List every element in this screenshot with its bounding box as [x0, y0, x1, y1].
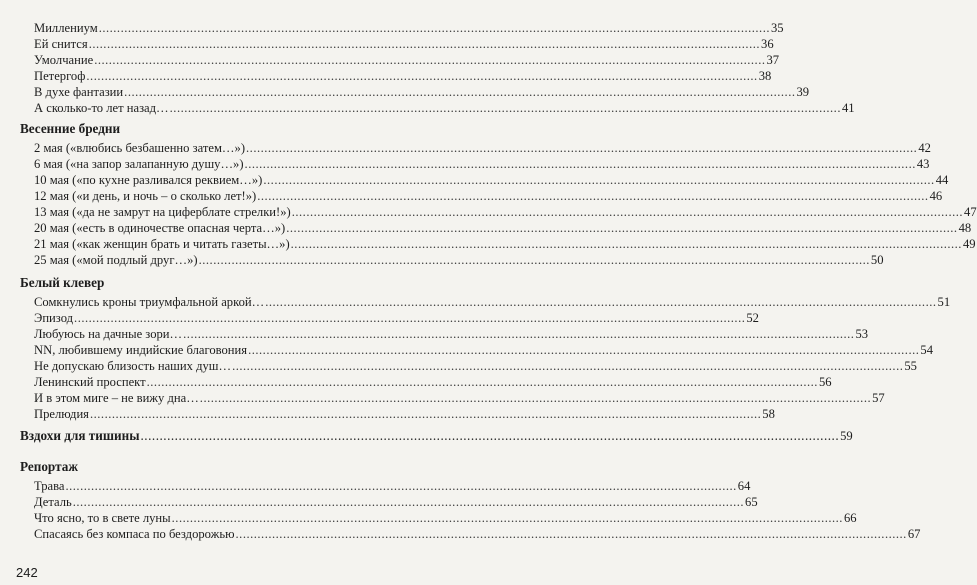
- toc-entry-title: Что ясно, то в свете луны: [34, 511, 171, 525]
- dot-leader: [90, 406, 761, 422]
- toc-entry-page: 64: [737, 479, 751, 493]
- toc-entry: [34, 406, 775, 422]
- toc-entry: [34, 510, 857, 526]
- dot-leader: [170, 100, 841, 116]
- toc-entry-title: 20 мая («есть в одиночестве опасная черта…»): [34, 221, 286, 235]
- toc-entry-page: 42: [918, 141, 931, 155]
- toc-entry-title: Эпизод: [34, 311, 74, 325]
- toc-entry-title: 2 мая («влюбись безбашенно затем…»): [34, 141, 246, 155]
- toc-entry-page: 39: [796, 85, 810, 99]
- toc-entry-title: А сколько-то лет назад…: [34, 101, 169, 115]
- dot-leader: [94, 52, 765, 68]
- section-heading: Белый клевер: [20, 275, 105, 290]
- toc-entry: [34, 358, 917, 374]
- toc-entry: [34, 140, 931, 156]
- section-heading: Репортаж: [20, 459, 78, 474]
- dot-leader: [99, 20, 770, 36]
- toc-entry-title: В духе фантазии: [34, 85, 124, 99]
- toc-entry: [34, 220, 972, 236]
- dot-leader: [89, 36, 760, 52]
- toc-entry-title: 13 мая («да не замрут на циферблате стрелки!»): [34, 205, 291, 219]
- toc-entry: [34, 294, 951, 310]
- toc-entry-title: Миллениум: [34, 21, 98, 35]
- toc-entry-title: И в этом миге – не вижу дна…: [34, 391, 199, 405]
- dot-leader: [236, 526, 907, 542]
- dot-leader: [147, 374, 818, 390]
- toc-entry-title: Трава: [34, 479, 65, 493]
- toc-entry: [34, 390, 885, 406]
- toc-entry-page: 59: [840, 429, 853, 443]
- toc-entry-page: 54: [920, 343, 933, 357]
- dot-leader: [183, 326, 854, 342]
- toc-entry-title: Деталь: [34, 495, 72, 509]
- toc-entry-title: 6 мая («на запор залапанную душу…»): [34, 157, 244, 171]
- dot-leader: [246, 140, 917, 156]
- toc-entry-page: 49: [962, 237, 976, 251]
- dot-leader: [265, 294, 936, 310]
- dot-leader: [292, 204, 963, 220]
- toc-entry-title: Прелюдия: [34, 407, 89, 421]
- toc-entry-page: 41: [841, 101, 855, 115]
- dot-leader: [86, 68, 757, 84]
- toc-entry: [34, 342, 933, 358]
- toc-entry-title: Сомкнулись кроны триумфальной аркой…: [34, 295, 265, 309]
- toc-entry-page: 47: [964, 205, 977, 219]
- toc-entry-page: 48: [958, 221, 972, 235]
- toc-entry: [34, 310, 759, 326]
- toc-entry: [34, 374, 832, 390]
- page-number: 242: [16, 565, 38, 580]
- toc-entry-page: 37: [766, 53, 780, 67]
- toc-entry: [34, 494, 758, 510]
- toc-entry: [34, 36, 774, 52]
- dot-leader: [263, 172, 934, 188]
- toc-entry: [34, 252, 884, 268]
- toc-entry-title: Петергоф: [34, 69, 86, 83]
- dot-leader: [248, 342, 919, 358]
- dot-leader: [286, 220, 957, 236]
- toc-entry-page: 43: [916, 157, 930, 171]
- dot-leader: [172, 510, 843, 526]
- toc-entry-title: 12 мая («и день, и ночь – о сколько лет!»): [34, 189, 257, 203]
- toc-entry: [34, 236, 976, 252]
- toc-entry-page: 46: [929, 189, 943, 203]
- dot-leader: [199, 252, 870, 268]
- toc-entry: [34, 52, 780, 68]
- toc-entry: [34, 526, 921, 542]
- toc-entry-page: 53: [855, 327, 869, 341]
- toc-entry-page: 57: [872, 391, 885, 405]
- section-heading: Весенние бредни: [20, 121, 121, 136]
- toc-entry-page: 44: [935, 173, 949, 187]
- toc-entry-page: 51: [937, 295, 951, 309]
- toc-entry-title: Ей снится: [34, 37, 88, 51]
- toc-entry-title: 25 мая («мой подлый друг…»): [34, 253, 198, 267]
- toc-entry-title: Спасаясь без компаса по бездорожью: [34, 527, 235, 541]
- toc-entry: [34, 478, 751, 494]
- dot-leader: [245, 156, 916, 172]
- dot-leader: [257, 188, 928, 204]
- toc-entry: [34, 204, 977, 220]
- section-heading-with-page: [20, 427, 853, 445]
- toc-entry: [34, 326, 869, 342]
- toc-entry: [34, 156, 930, 172]
- toc-entry: [34, 188, 943, 204]
- toc-entry-page: 50: [870, 253, 884, 267]
- toc-entry: [34, 172, 949, 188]
- section-heading: Вздохи для тишины: [20, 428, 140, 443]
- toc-entry-title: 21 мая («как женщин брать и читать газеты…»): [34, 237, 290, 251]
- toc-entry-title: 10 мая («по кухне разливался реквием…»): [34, 173, 263, 187]
- dot-leader: [200, 390, 871, 406]
- toc-entry-page: 56: [818, 375, 832, 389]
- toc-entry-title: NN, любившему индийские благовония: [34, 343, 248, 357]
- toc-entry-title: Ленинский проспект: [34, 375, 146, 389]
- dot-leader: [232, 358, 903, 374]
- dot-leader: [291, 236, 962, 252]
- dot-leader: [65, 478, 736, 494]
- toc-entry-title: Не допускаю близость наших душ…: [34, 359, 232, 373]
- toc-entry: [34, 84, 810, 100]
- dot-leader: [141, 427, 840, 444]
- dot-leader: [73, 494, 744, 510]
- toc-entry-page: 38: [758, 69, 772, 83]
- toc-entry-page: 65: [745, 495, 758, 509]
- toc-entry-page: 55: [904, 359, 917, 373]
- toc-entry-page: 36: [761, 37, 774, 51]
- dot-leader: [124, 84, 795, 100]
- dot-leader: [74, 310, 745, 326]
- toc-entry-title: Любуюсь на дачные зори…: [34, 327, 183, 341]
- toc-entry: [34, 100, 855, 116]
- toc-entry-page: 52: [746, 311, 759, 325]
- toc-entry-title: Умолчание: [34, 53, 94, 67]
- toc-entry-page: 66: [843, 511, 857, 525]
- toc-entry-page: 58: [762, 407, 775, 421]
- toc-entry-page: 67: [907, 527, 921, 541]
- toc-entry-page: 35: [771, 21, 784, 35]
- toc-entry: [34, 20, 784, 36]
- toc-entry: [34, 68, 772, 84]
